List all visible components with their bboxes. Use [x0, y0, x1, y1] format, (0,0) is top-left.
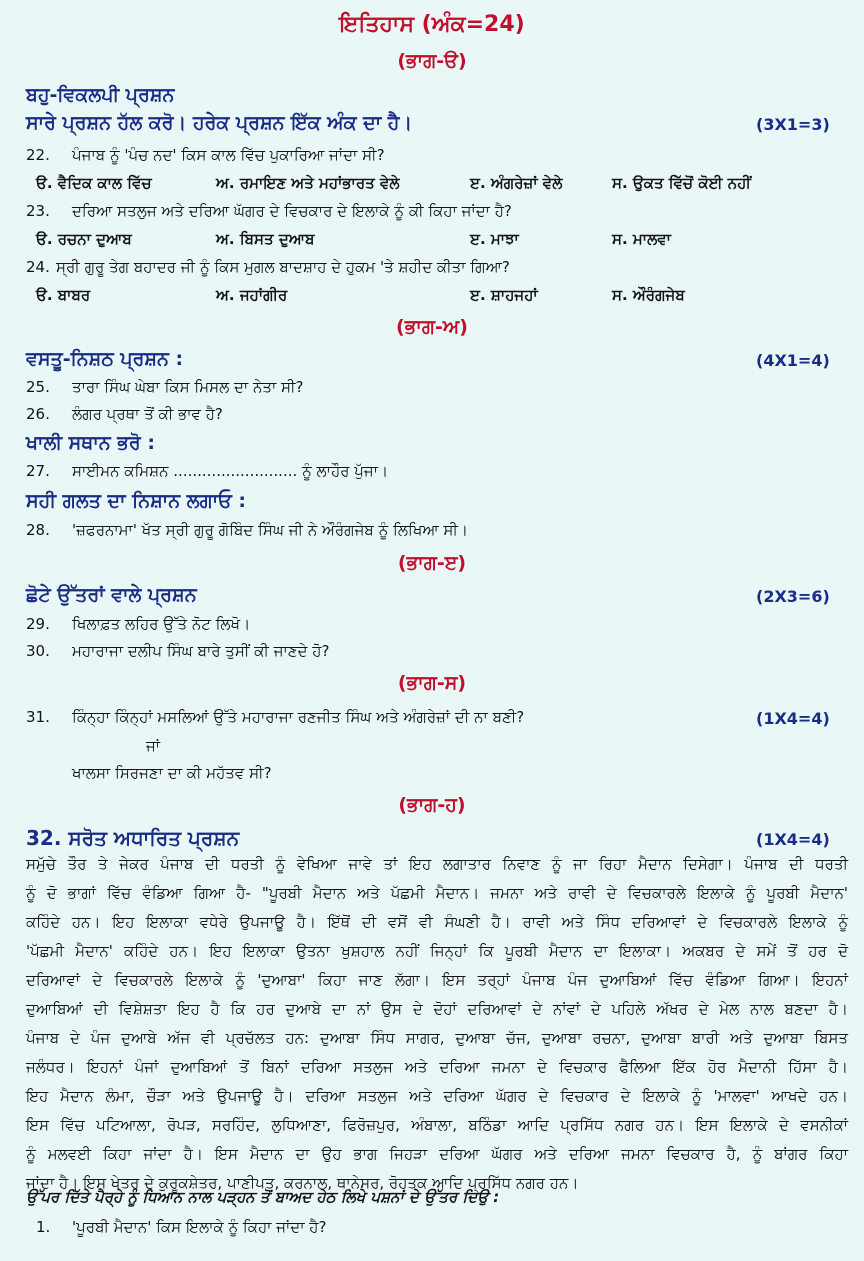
question-22: [26, 146, 385, 164]
option-24-d: ਸ. ਔਰੰਗਜੇਬ: [612, 286, 685, 304]
question-text: ਸ੍ਰੀ ਗੁਰੂ ਤੇਗ ਬਹਾਦਰ ਜੀ ਨੂੰ ਕਿਸ ਮੁਗਲ ਬਾਦਸ਼ਾਹ ਦੇ ਹੁਕਮ 'ਤੇ ਸ਼ਹੀਦ ਕੀਤਾ ਗਿਆ?: [56, 258, 510, 276]
part-c-label: (ਭਾਗ-ੲ): [397, 552, 467, 574]
source-instruction: ਉੱਪਰ ਦਿੱਤੇ ਪੈਰ੍ਹੇ ਨੂੰ ਧਿਆਨ ਨਾਲ ਪੜ੍ਹਨ ਤੋਂ ਬਾਅਦ ਹੇਠ ਲਿਖੇ ਪਸ਼ਨਾਂ ਦੇ ਉੱਤਰ ਦਿਉ :: [26, 1188, 500, 1206]
question-number: 26.: [26, 405, 50, 423]
part-e-marks: (1X4=4): [756, 830, 830, 849]
part-e-label: (ਭਾਗ-ਹ): [398, 794, 466, 816]
question-24: [26, 258, 510, 276]
part-a-instruction: ਸਾਰੇ ਪ੍ਰਸ਼ਨ ਹੱਲ ਕਰੋ। ਹਰੇਕ ਪ੍ਰਸ਼ਨ ਇੱਕ ਅੰਕ ਦਾ ਹੈ।: [26, 112, 413, 134]
page-title: ਇਤਿਹਾਸ (ਅੰਕ=24): [339, 12, 525, 37]
question-number: 27.: [26, 462, 50, 480]
question-text: 'ਪੂਰਬੀ ਮੈਦਾਨ' ਕਿਸ ਇਲਾਕੇ ਨੂੰ ਕਿਹਾ ਜਾਂਦਾ ਹੈ?: [72, 1218, 327, 1236]
question-text: ਲੰਗਰ ਪ੍ਰਥਾ ਤੋਂ ਕੀ ਭਾਵ ਹੈ?: [72, 405, 223, 423]
part-b-heading: ਵਸਤੂ-ਨਿਸ਼ਠ ਪ੍ਰਸ਼ਨ :: [26, 348, 184, 370]
option-22-a: ੳ. ਵੈਦਿਕ ਕਾਲ ਵਿੱਚ: [36, 174, 152, 192]
part-c-heading: ਛੋਟੇ ਉੱਤਰਾਂ ਵਾਲੇ ਪ੍ਰਸ਼ਨ: [26, 584, 197, 606]
question-29: [26, 615, 250, 633]
paragraph-line: ਪੰਜਾਬ ਦੇ ਪੰਜ ਦੁਆਬੇ ਅੱਜ ਵੀ ਪ੍ਰਚੱਲਤ ਹਨ: ਦੁਆਬਾ ਸਿੰਧ ਸਾਗਰ, ਦੁਆਬਾ ਚੱਜ, ਦੁਆਬਾ ਰਚਨਾ, ਦੁਆਬਾ ਬਾਰੀ ਅਤੇ ਦੁਆਬਾ ਬਿਸਤ: [26, 1029, 848, 1047]
part-b-marks: (4X1=4): [756, 351, 830, 370]
option-23-c: ੲ. ਮਾਝਾ: [470, 230, 519, 248]
option-23-b: ਅ. ਬਿਸਤ ਦੁਆਬ: [216, 230, 315, 248]
source-question-1: [36, 1218, 326, 1236]
option-24-c: ੲ. ਸ਼ਾਹਜਹਾਂ: [470, 286, 538, 304]
question-text: 'ਜ਼ਫਰਨਾਮਾ' ਖੱਤ ਸ੍ਰੀ ਗੁਰੂ ਗੋਬਿੰਦ ਸਿੰਘ ਜੀ ਨੇ ਔਰੰਗਜੇਬ ਨੂੰ ਲਿਖਿਆ ਸੀ।: [72, 521, 469, 539]
part-a-label: (ਭਾਗ-ੳ): [397, 50, 467, 72]
fill-blanks-heading: ਖਾਲੀ ਸਥਾਨ ਭਰੋ :: [26, 432, 155, 454]
option-24-a: ੳ. ਬਾਬਰ: [36, 286, 91, 304]
question-number: 31.: [26, 708, 50, 726]
question-text: ਖਿਲਾਫ਼ਤ ਲਹਿਰ ਉੱਤੇ ਨੋਟ ਲਿਖੋ।: [72, 615, 251, 633]
question-27: [26, 462, 388, 480]
question-number: 24.: [26, 258, 50, 276]
paragraph-line: ਕਹਿੰਦੇ ਹਨ। ਇਹ ਇਲਾਕਾ ਵਧੇਰੇ ਉਪਜਾਊ ਹੈ। ਇੱਥੋਂ ਦੀ ਵਸੋਂ ਵੀ ਸੰਘਣੀ ਹੈ। ਰਾਵੀ ਅਤੇ ਸਿੰਧ ਦਰਿਆਵਾਂ ਦੇ ਵਿਚਕਾਰਲੇ ਇਲਾਕੇ ਨੂੰ: [26, 913, 848, 931]
question-number: 28.: [26, 521, 50, 539]
question-30: [26, 642, 329, 660]
part-a-heading: ਬਹੁ-ਵਿਕਲਪੀ ਪ੍ਰਸ਼ਨ: [26, 84, 175, 106]
paragraph-line: ਇਸ ਵਿੱਚ ਪਟਿਆਲਾ, ਰੋਪੜ, ਸਰਹਿੰਦ, ਲੁਧਿਆਣਾ, ਫਿਰੋਜ਼ਪੁਰ, ਅੰਬਾਲਾ, ਬਠਿੰਡਾ ਆਦਿ ਪ੍ਰਸਿੱਧ ਨਗਰ ਹਨ। ਇਸ ਇਲਾਕੇ ਦੇ ਵਸਨੀਕਾਂ: [26, 1116, 848, 1134]
paragraph-line: ਇਹ ਮੈਦਾਨ ਲੰਮਾ, ਚੌੜਾ ਅਤੇ ਉਪਜਾਊ ਹੈ। ਦਰਿਆ ਸਤਲੁਜ ਅਤੇ ਦਰਿਆ ਘੱਗਰ ਦੇ ਵਿਚਕਾਰ ਦੇ ਇਲਾਕੇ ਨੂੰ 'ਮਾਲਵਾ' ਆਖਦੇ ਹਨ।: [26, 1087, 848, 1105]
part-e-heading: 32. ਸਰੋਤ ਅਧਾਰਿਤ ਪ੍ਰਸ਼ਨ: [26, 826, 240, 850]
part-b-label: (ਭਾਗ-ਅ): [396, 316, 468, 338]
part-d-marks: (1X4=4): [756, 709, 830, 728]
question-text: ਕਿੰਨ੍ਹਾ ਕਿੰਨ੍ਹਾਂ ਮਸਲਿਆਂ ਉੱਤੇ ਮਹਾਰਾਜਾ ਰਣਜੀਤ ਸਿੰਘ ਅਤੇ ਅੰਗਰੇਜ਼ਾਂ ਦੀ ਨਾ ਬਣੀ?: [72, 708, 525, 726]
paragraph-line: 'ਪੱਛਮੀ ਮੈਦਾਨ' ਕਹਿੰਦੇ ਹਨ। ਇਹ ਇਲਾਕਾ ਉਤਨਾ ਖੁਸ਼ਹਾਲ ਨਹੀਂ ਜਿਨ੍ਹਾਂ ਕਿ ਪੂਰਬੀ ਮੈਦਾਨ ਦਾ ਇਲਾਕਾ। ਅਕਬਰ ਦੇ ਸਮੇਂ ਤੋਂ ਹਰ ਦੋ: [26, 942, 848, 960]
option-22-b: ਅ. ਰਮਾਇਣ ਅਤੇ ਮਹਾਂਭਾਰਤ ਵੇਲੇ: [216, 174, 400, 192]
paragraph-line: ਦਰਿਆਵਾਂ ਦੇ ਵਿਚਕਾਰਲੇ ਇਲਾਕੇ ਨੂੰ 'ਦੁਆਬਾ' ਕਿਹਾ ਜਾਣ ਲੱਗਾ। ਇਸ ਤਰ੍ਹਾਂ ਪੰਜਾਬ ਪੰਜ ਦੁਆਬਿਆਂ ਵਿੱਚ ਵੰਡਿਆ ਗਿਆ। ਇਹਨਾਂ: [26, 971, 848, 989]
option-23-a: ੳ. ਰਚਨਾ ਦੁਆਬ: [36, 230, 132, 248]
question-25: [26, 378, 303, 396]
paragraph-line: ਦੁਆਬਿਆਂ ਦੀ ਵਿਸ਼ੇਸ਼ਤਾ ਇਹ ਹੈ ਕਿ ਹਰ ਦੁਆਬੇ ਦਾ ਨਾਂ ਉਸ ਦੇ ਦੋਹਾਂ ਦਰਿਆਵਾਂ ਦੇ ਨਾਂਵਾਂ ਦੇ ਪਹਿਲੇ ਅੱਖਰ ਦੇ ਮੇਲ ਨਾਲ ਬਣਦਾ ਹੈ।: [26, 1000, 848, 1018]
option-23-d: ਸ. ਮਾਲਵਾ: [612, 230, 671, 248]
part-c-marks: (2X3=6): [756, 587, 830, 606]
question-number: 29.: [26, 615, 50, 633]
question-number: 22.: [26, 146, 50, 164]
part-d-label: (ਭਾਗ-ਸ): [397, 672, 467, 694]
question-text: ਮਹਾਰਾਜਾ ਦਲੀਪ ਸਿੰਘ ਬਾਰੇ ਤੁਸੀਂ ਕੀ ਜਾਣਦੇ ਹੋ?: [72, 642, 330, 660]
question-31-alternative: ਖਾਲਸਾ ਸਿਰਜਣਾ ਦਾ ਕੀ ਮਹੱਤਵ ਸੀ?: [72, 764, 272, 782]
question-number: 25.: [26, 378, 50, 396]
paragraph-line: ਨੂੰ ਦੋ ਭਾਗਾਂ ਵਿੱਚ ਵੰਡਿਆ ਗਿਆ ਹੈ- "ਪੂਰਬੀ ਮੈਦਾਨ ਅਤੇ ਪੱਛਮੀ ਮੈਦਾਨ। ਜਮਨਾ ਅਤੇ ਰਾਵੀ ਦੇ ਵਿਚਕਾਰਲੇ ਇਲਾਕੇ ਨੂੰ ਪੂਰਬੀ ਮੈਦਾਨ': [26, 884, 848, 902]
question-number: 30.: [26, 642, 50, 660]
part-a-marks: (3X1=3): [756, 115, 830, 134]
paragraph-line: ਜਲੰਧਰ। ਇਹਨਾਂ ਪੰਜਾਂ ਦੁਆਬਿਆਂ ਤੋਂ ਬਿਨਾਂ ਦਰਿਆ ਸਤਲੁਜ ਅਤੇ ਦਰਿਆ ਜਮਨਾ ਦੇ ਵਿਚਕਾਰ ਫੈਲਿਆ ਇੱਕ ਹੋਰ ਮੈਦਾਨੀ ਹਿੱਸਾ ਹੈ।: [26, 1058, 848, 1076]
true-false-heading: ਸਹੀ ਗਲਤ ਦਾ ਨਿਸ਼ਾਨ ਲਗਾਓ :: [26, 490, 247, 512]
option-24-b: ਅ. ਜਹਾਂਗੀਰ: [216, 286, 288, 304]
question-28: [26, 521, 468, 539]
option-22-c: ੲ. ਅੰਗਰੇਜ਼ਾਂ ਵੇਲੇ: [470, 174, 563, 192]
question-text: ਸਾਈਮਨ ਕਮਿਸ਼ਨ .......................... ਨੂੰ ਲਾਹੌਰ ਪੁੱਜਾ।: [72, 462, 389, 480]
question-31: [26, 708, 524, 726]
option-22-d: ਸ. ਉਕਤ ਵਿੱਚੋਂ ਕੋਈ ਨਹੀਂ: [612, 174, 751, 192]
question-number: 23.: [26, 202, 50, 220]
question-text: ਦਰਿਆ ਸਤਲੁਜ ਅਤੇ ਦਰਿਆ ਘੱਗਰ ਦੇ ਵਿਚਕਾਰ ਦੇ ਇਲਾਕੇ ਨੂੰ ਕੀ ਕਿਹਾ ਜਾਂਦਾ ਹੈ?: [72, 202, 512, 220]
question-number: 1.: [36, 1218, 51, 1236]
question-text: ਪੰਜਾਬ ਨੂੰ 'ਪੰਚ ਨਦ' ਕਿਸ ਕਾਲ ਵਿੱਚ ਪੁਕਾਰਿਆ ਜਾਂਦਾ ਸੀ?: [72, 146, 385, 164]
paragraph-line: ਨੂੰ ਮਲਵਈ ਕਿਹਾ ਜਾਂਦਾ ਹੈ। ਇਸ ਮੈਦਾਨ ਦਾ ਉਹ ਭਾਗ ਜਿਹੜਾ ਦਰਿਆ ਘੱਗਰ ਅਤੇ ਦਰਿਆ ਜਮਨਾ ਵਿਚਕਾਰ ਹੈ, ਨੂੰ ਬਾਂਗਰ ਕਿਹਾ: [26, 1145, 848, 1163]
paragraph-line: ਜਾਂਦਾ ਹੈ। ਇਸ ਖੇਤਰ ਦੇ ਕੁਰੂਕਸ਼ੇਤਰ, ਪਾਣੀਪਤ, ਕਰਨਾਲ, ਥਾਨੇਸਰ, ਰੋਹਤਕ ਆਦਿ ਪ੍ਰਸਿੱਧ ਨਗਰ ਹਨ।: [26, 1174, 579, 1192]
paragraph-line: ਸਮੁੱਚੇ ਤੌਰ ਤੇ ਜੇਕਰ ਪੰਜਾਬ ਦੀ ਧਰਤੀ ਨੂੰ ਵੇਖਿਆ ਜਾਵੇ ਤਾਂ ਇਹ ਲਗਾਤਾਰ ਨਿਵਾਣ ਨੂੰ ਜਾ ਰਿਹਾ ਮੈਦਾਨ ਦਿਸੇਗਾ। ਪੰਜਾਬ ਦੀ ਧਰਤੀ: [26, 855, 848, 873]
question-23: [26, 202, 512, 220]
or-separator: ਜਾਂ: [146, 737, 161, 755]
question-26: [26, 405, 223, 423]
question-text: ਤਾਰਾ ਸਿੰਘ ਘੇਬਾ ਕਿਸ ਮਿਸਲ ਦਾ ਨੇਤਾ ਸੀ?: [72, 378, 304, 396]
source-paragraph: [26, 850, 848, 1198]
